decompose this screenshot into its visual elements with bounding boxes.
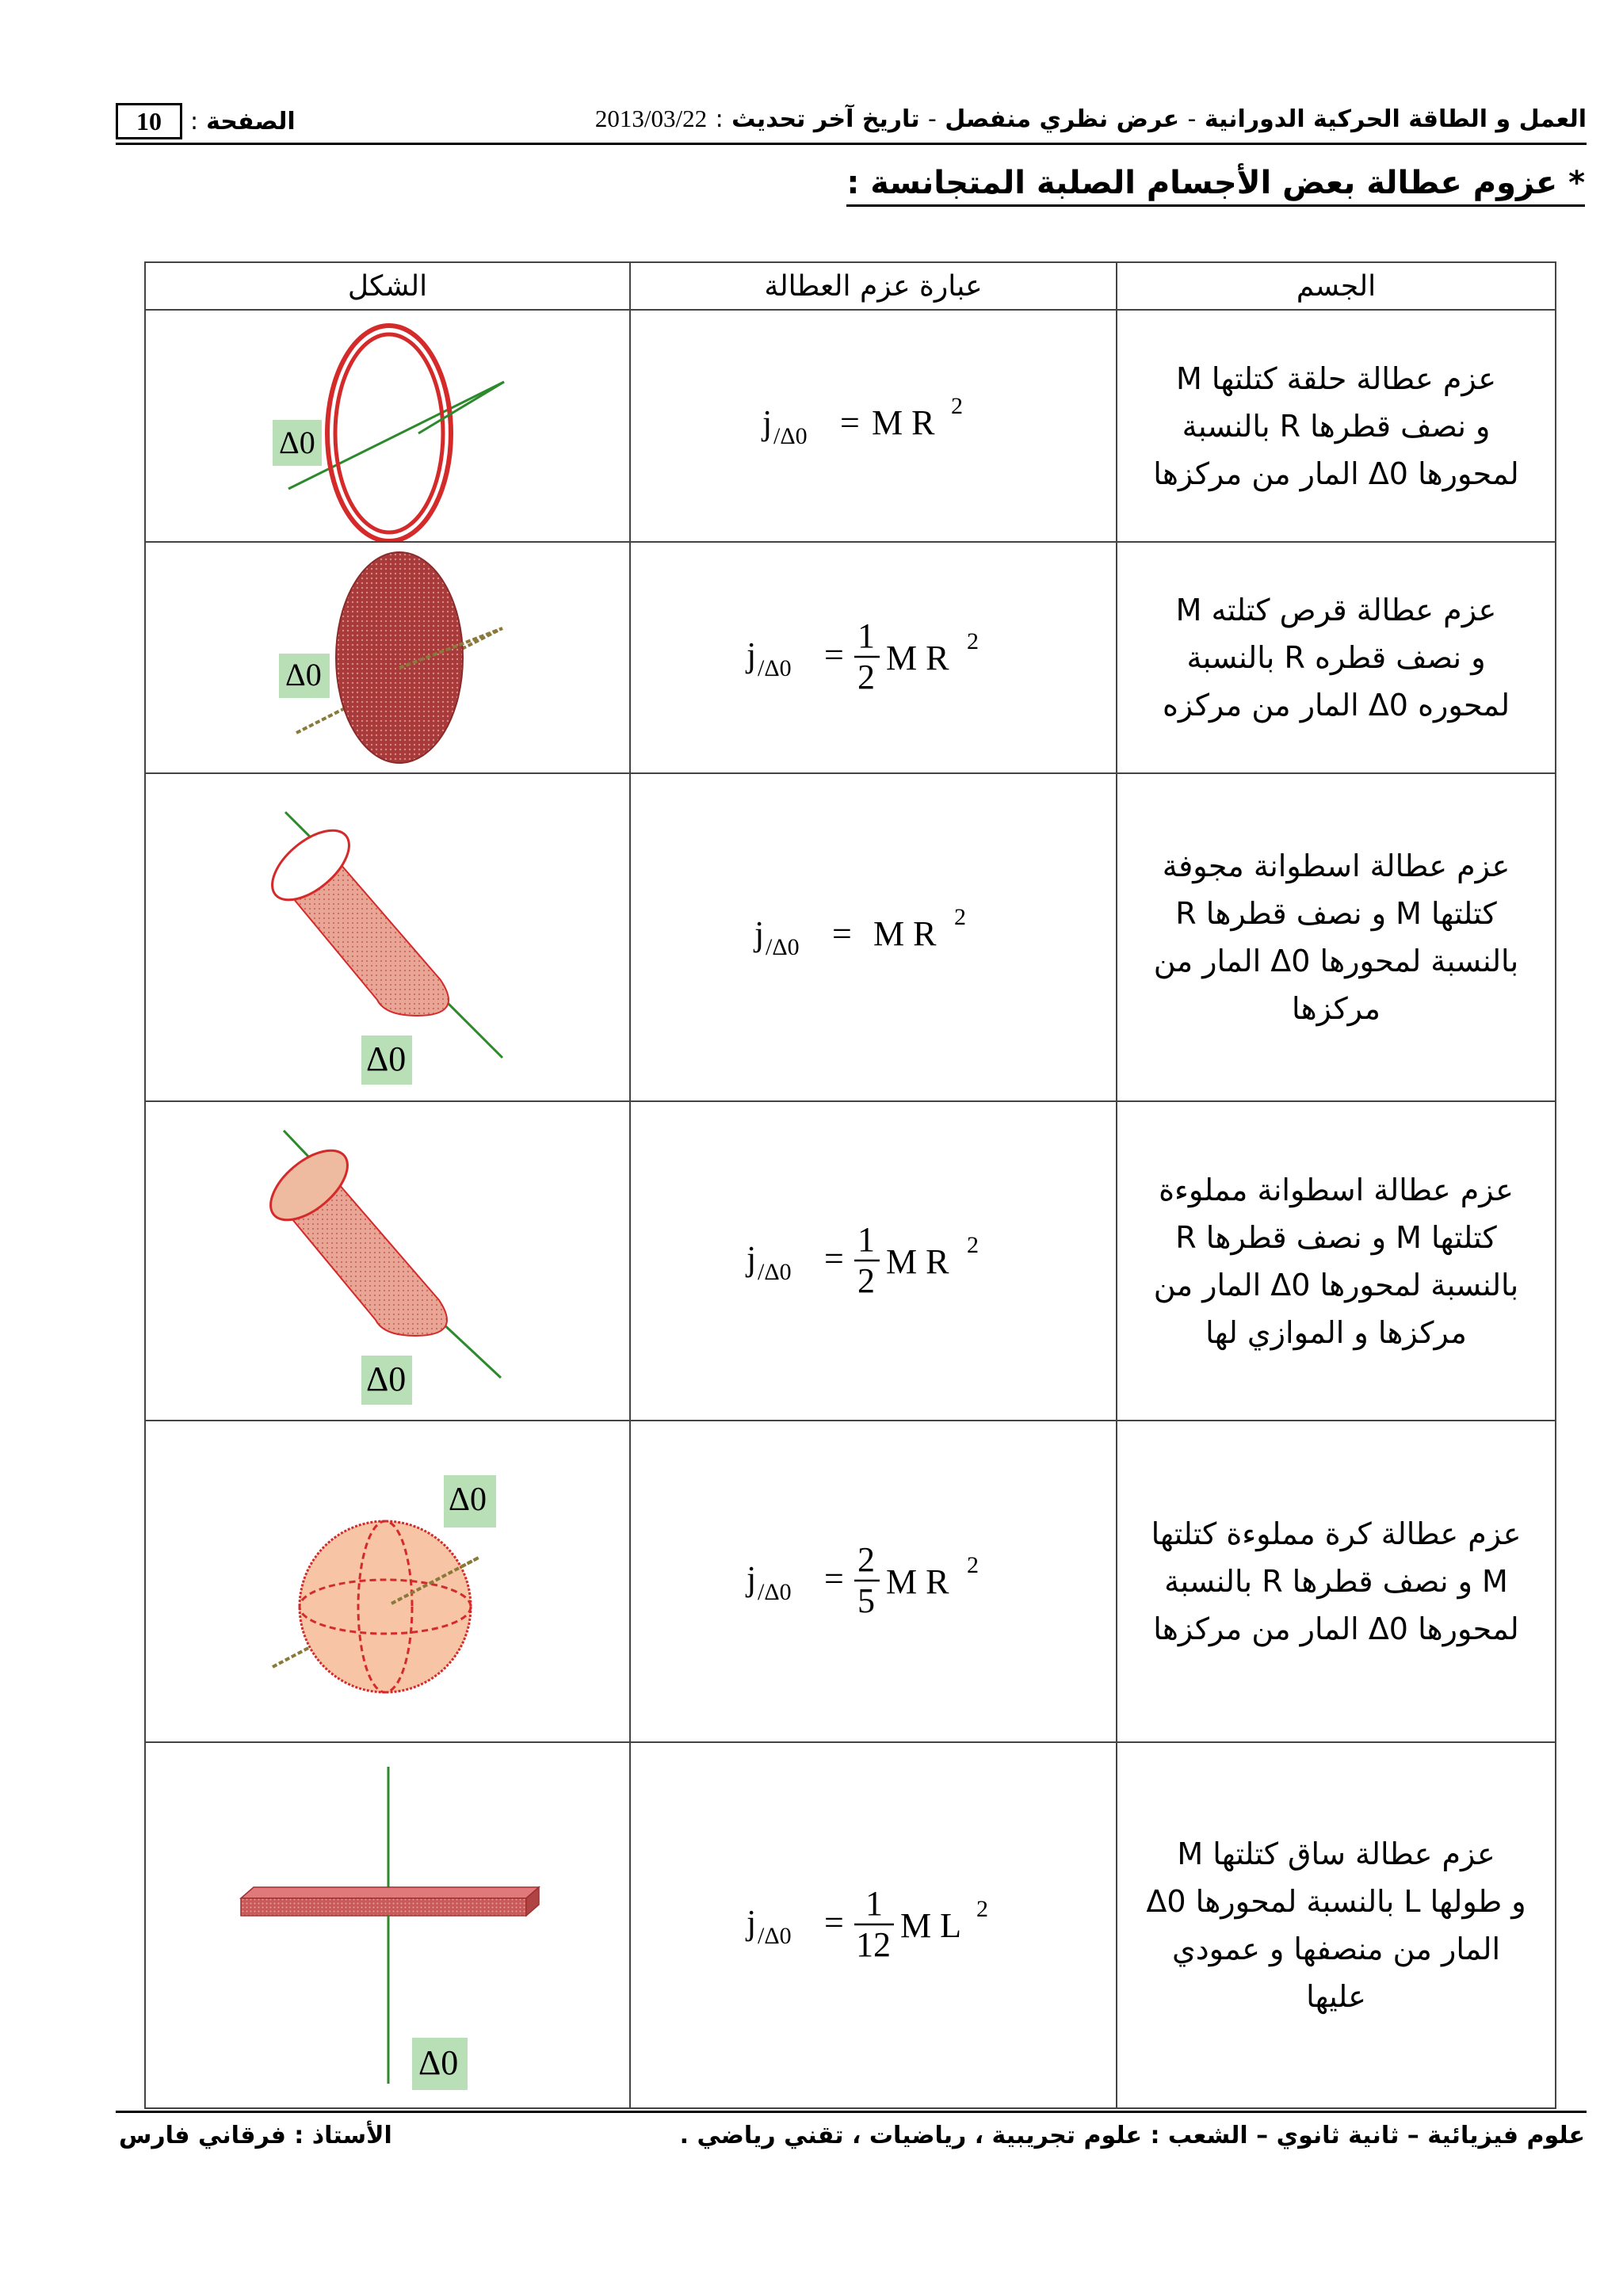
formula-j: j bbox=[747, 1559, 757, 1598]
inertia-expression bbox=[631, 1522, 1116, 1641]
formula-eq: = bbox=[840, 402, 860, 442]
formula-eq: = bbox=[832, 914, 852, 953]
inertia-expression bbox=[631, 890, 1116, 985]
formula-factor: M R bbox=[886, 639, 949, 677]
formula-factor: M R bbox=[886, 1241, 949, 1281]
page-number: 10 bbox=[116, 103, 182, 139]
formula-exp: 2 bbox=[967, 1552, 979, 1578]
formula bbox=[747, 890, 1000, 985]
page-colon: : bbox=[190, 107, 199, 135]
inertia-expression bbox=[631, 379, 1116, 474]
axis-label: Δ0 bbox=[366, 1360, 407, 1398]
table-row bbox=[145, 542, 1556, 773]
rod-front bbox=[241, 1898, 526, 1916]
formula-j: j bbox=[747, 1238, 757, 1278]
body-line: عزم عطالة حلقة كتلتها M bbox=[1175, 360, 1497, 396]
body-line: مركزها و الموازي لها bbox=[1205, 1314, 1467, 1350]
fraction-numerator: 1 bbox=[857, 1219, 875, 1259]
body-line: كتلتها M و نصف قطرها R bbox=[1175, 1219, 1497, 1255]
disk-figure bbox=[146, 543, 629, 772]
formula-sub: /Δ0 bbox=[758, 1923, 792, 1949]
col-header-expression: عبارة عزم العطالة bbox=[630, 262, 1117, 310]
formula bbox=[739, 1522, 1008, 1641]
formula-factor: M R bbox=[886, 1562, 949, 1601]
section-title: * عزوم عطالة بعض الأجسام الصلبة المتجانسة : bbox=[846, 165, 1585, 207]
formula-sub: /Δ0 bbox=[758, 1258, 792, 1285]
formula-eq: = bbox=[824, 1238, 844, 1278]
table-row bbox=[145, 1101, 1556, 1421]
solid-cylinder-figure bbox=[146, 1102, 629, 1420]
figure-cell bbox=[145, 1101, 630, 1421]
expression-cell bbox=[630, 1101, 1117, 1421]
axis-label: Δ0 bbox=[418, 2043, 459, 2082]
body-description bbox=[1117, 355, 1555, 498]
formula-j: j bbox=[762, 402, 773, 442]
fraction-numerator: 1 bbox=[865, 1884, 883, 1923]
formula-eq: = bbox=[824, 635, 844, 674]
formula-sub: /Δ0 bbox=[758, 1579, 792, 1605]
body-description bbox=[1117, 842, 1555, 1032]
inertia-expression bbox=[631, 1202, 1116, 1321]
header-update-label: تاريخ آخر تحديث bbox=[731, 105, 920, 133]
body-cell bbox=[1117, 1742, 1556, 2108]
fraction-denominator: 2 bbox=[857, 1261, 875, 1300]
body-description bbox=[1117, 1166, 1555, 1356]
figure-cell bbox=[145, 1742, 630, 2108]
formula-exp: 2 bbox=[967, 628, 979, 654]
sphere-figure bbox=[146, 1421, 629, 1741]
body-line: عزم عطالة ساق كتلتها M bbox=[1177, 1836, 1495, 1871]
ring-figure bbox=[146, 311, 629, 541]
expression-cell bbox=[630, 542, 1117, 773]
body-line: لمحوره Δ0 المار من مركزه bbox=[1162, 688, 1510, 723]
fraction-numerator: 1 bbox=[857, 616, 875, 655]
formula-exp: 2 bbox=[967, 1231, 979, 1258]
figure-cell bbox=[145, 773, 630, 1101]
rod-top bbox=[241, 1887, 539, 1898]
body-line: لمحورها Δ0 المار من مركزها bbox=[1153, 456, 1519, 491]
header-separator: - bbox=[928, 105, 937, 133]
footer-subject: علوم فيزيائية – ثانية ثانوي – الشعب : علوم تجريبية ، رياضيات ، تقني رياضي . bbox=[679, 2122, 1585, 2149]
formula bbox=[739, 1866, 1008, 1985]
footer-rule bbox=[116, 2111, 1587, 2113]
header-rule bbox=[116, 143, 1587, 145]
figure-cell bbox=[145, 310, 630, 542]
col-header-shape: الشكل bbox=[145, 262, 630, 310]
disk-shape bbox=[336, 552, 463, 763]
body-line: المار من منصفها و عمودي bbox=[1171, 1932, 1500, 1966]
formula bbox=[754, 379, 992, 474]
body-line: عليها bbox=[1306, 1979, 1366, 2014]
table-row bbox=[145, 773, 1556, 1101]
header-title bbox=[595, 105, 1587, 133]
body-line: بالنسبة لمحورها Δ0 المار من bbox=[1153, 944, 1519, 978]
inertia-expression bbox=[631, 1866, 1116, 1985]
page-header bbox=[116, 97, 1587, 141]
table-header-row bbox=[145, 262, 1556, 310]
body-line: عزم عطالة قرص كتلته M bbox=[1175, 593, 1497, 627]
formula-j: j bbox=[754, 914, 765, 953]
inertia-expression bbox=[631, 598, 1116, 717]
body-cell bbox=[1117, 773, 1556, 1101]
expression-cell bbox=[630, 310, 1117, 542]
body-line: و نصف قطرها R بالنسبة bbox=[1182, 408, 1491, 444]
formula-sub: /Δ0 bbox=[766, 934, 800, 960]
body-line: و نصف قطره R بالنسبة bbox=[1186, 640, 1486, 675]
formula-j: j bbox=[747, 1903, 757, 1942]
body-cell bbox=[1117, 1101, 1556, 1421]
page-label: الصفحة bbox=[206, 107, 296, 135]
body-description bbox=[1117, 586, 1555, 729]
formula-eq: = bbox=[824, 1559, 844, 1598]
expression-cell bbox=[630, 1421, 1117, 1742]
formula-exp: 2 bbox=[951, 392, 963, 419]
header-page bbox=[116, 103, 296, 139]
expression-cell bbox=[630, 1742, 1117, 2108]
inertia-table bbox=[144, 261, 1556, 2109]
axis-label: Δ0 bbox=[366, 1039, 407, 1078]
body-line: عزم عطالة اسطوانة مجوفة bbox=[1162, 849, 1510, 883]
body-line: عزم عطالة كرة مملوءة كتلتها bbox=[1151, 1516, 1522, 1551]
body-description bbox=[1117, 1830, 1555, 2020]
header-separator: - bbox=[1187, 105, 1197, 133]
body-cell bbox=[1117, 542, 1556, 773]
body-line: M و نصف قطرها R بالنسبة bbox=[1164, 1564, 1508, 1599]
fraction-numerator: 2 bbox=[857, 1540, 875, 1579]
body-line: كتلتها M و نصف قطرها R bbox=[1175, 896, 1497, 931]
axis-line-front bbox=[418, 382, 504, 433]
header-colon: : bbox=[715, 105, 724, 133]
fraction-denominator: 12 bbox=[856, 1925, 891, 1964]
sphere-body bbox=[300, 1521, 471, 1692]
footer-author: الأستاذ : فرقاني فارس bbox=[119, 2122, 392, 2149]
formula-eq: = bbox=[824, 1903, 844, 1942]
body-cell bbox=[1117, 1421, 1556, 1742]
axis-label: Δ0 bbox=[449, 1482, 487, 1518]
formula bbox=[739, 1202, 1008, 1321]
body-line: لمحورها Δ0 المار من مركزها bbox=[1153, 1611, 1519, 1646]
formula bbox=[739, 598, 1008, 717]
formula-factor: M R bbox=[873, 914, 937, 953]
fraction-denominator: 2 bbox=[857, 658, 875, 696]
body-line: عزم عطالة اسطوانة مملوءة bbox=[1159, 1172, 1514, 1207]
header-section: عرض نظري منفصل bbox=[945, 105, 1180, 133]
formula-j: j bbox=[747, 635, 757, 674]
header-topic: العمل و الطاقة الحركية الدورانية bbox=[1204, 105, 1587, 133]
ring-inner bbox=[335, 334, 443, 532]
formula-factor: M L bbox=[900, 1906, 961, 1945]
rod-figure bbox=[146, 1743, 629, 2107]
table-row bbox=[145, 310, 1556, 542]
ring-outer bbox=[327, 326, 451, 541]
body-line: مركزها bbox=[1292, 991, 1381, 1026]
figure-cell bbox=[145, 1421, 630, 1742]
table-row bbox=[145, 1421, 1556, 1742]
figure-cell bbox=[145, 542, 630, 773]
body-cell bbox=[1117, 310, 1556, 542]
body-line: و طولها L بالنسبة لمحورها Δ0 bbox=[1146, 1884, 1526, 1919]
formula-factor: M R bbox=[872, 402, 935, 442]
col-header-body: الجسم bbox=[1117, 262, 1556, 310]
formula-sub: /Δ0 bbox=[758, 655, 792, 681]
axis-label: Δ0 bbox=[279, 425, 315, 460]
expression-cell bbox=[630, 773, 1117, 1101]
formula-sub: /Δ0 bbox=[773, 422, 808, 449]
fraction-denominator: 5 bbox=[857, 1581, 875, 1620]
hollow-cylinder-figure bbox=[146, 774, 629, 1100]
formula-exp: 2 bbox=[954, 904, 966, 930]
header-update-date: 2013/03/22 bbox=[594, 105, 708, 132]
body-description bbox=[1117, 1510, 1555, 1653]
body-line: بالنسبة لمحورها Δ0 المار من bbox=[1153, 1267, 1519, 1302]
axis-label: Δ0 bbox=[285, 657, 322, 692]
formula-exp: 2 bbox=[976, 1896, 988, 1922]
table-row bbox=[145, 1742, 1556, 2108]
